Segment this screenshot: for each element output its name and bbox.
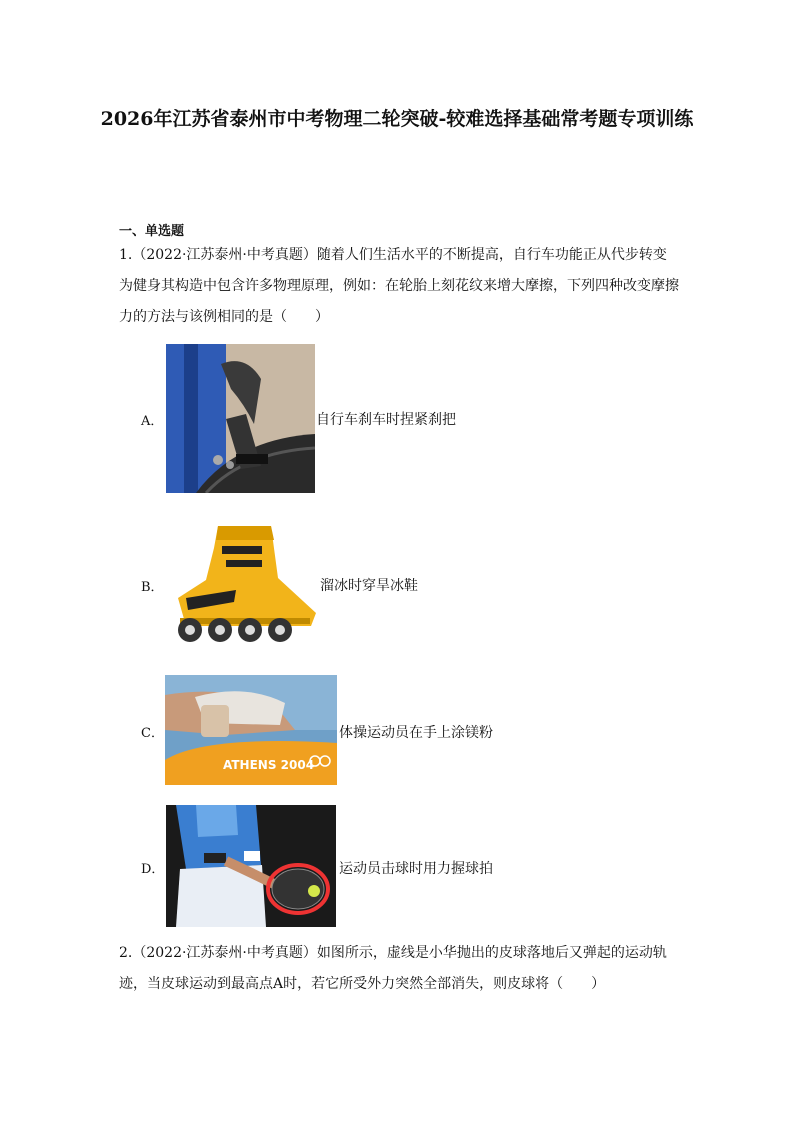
document-title: 2026年江苏省泰州市中考物理二轮突破-较难选择基础常考题专项训练: [100, 108, 694, 130]
gymnast-chalk-image: [165, 675, 337, 785]
tennis-player-image: [166, 805, 336, 927]
athens-2004-caption: ATHENS 2004: [223, 758, 315, 772]
question-1-stem: 1.（2022·江苏泰州·中考真题）随着人们生活水平的不断提高，自行车功能正从代步转变为健身其构造中包含许多物理原理，例如：在轮胎上刻花纹来增大摩擦，下列四种改变摩擦力的方法与该例相同的是（ ）: [119, 247, 679, 325]
option-c-text: 体操运动员在手上涂镁粉: [339, 725, 493, 741]
option-b-text: 溜冰时穿旱冰鞋: [320, 578, 418, 594]
option-c-letter: C．: [141, 726, 164, 741]
bicycle-brake-image: [166, 344, 315, 493]
option-a-text: 自行车刹车时捏紧刹把: [316, 412, 456, 428]
option-b-letter: B．: [141, 580, 164, 595]
question-2-stem: 2.（2022·江苏泰州·中考真题）如图所示，虚线是小华抛出的皮球落地后又弹起的运动轨迹，当皮球运动到最高点A时，若它所受外力突然全部消失，则皮球将（ ）: [119, 945, 667, 992]
option-d-letter: D．: [141, 862, 165, 877]
section-heading: 一、单选题: [119, 224, 185, 239]
option-d-text: 运动员击球时用力握球拍: [339, 861, 493, 877]
option-a-letter: A．: [141, 414, 164, 429]
roller-skate-image: [166, 518, 316, 645]
